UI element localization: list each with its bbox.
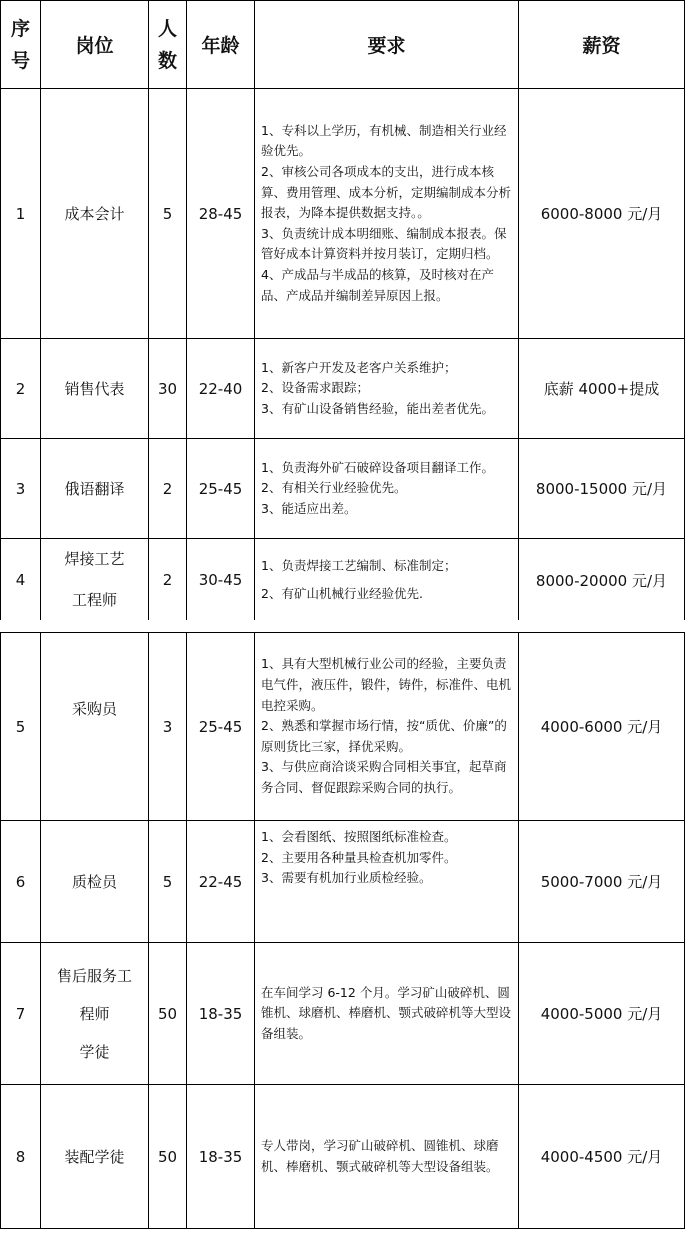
table-row	[1, 539, 685, 622]
row-age: 18-35	[187, 1085, 255, 1229]
row-position: 焊接工艺 工程师	[41, 539, 149, 622]
row-no: 8	[1, 1085, 41, 1229]
row-requirements: 1、具有大型机械行业公司的经验，主要负责电气件，液压件，锻件，铸件，标准件、电机电控采购。 2、熟悉和掌握市场行情，按“质优、价廉”的原则货比三家，择优采购。 3、与供应商洽谈采购合同相关事宜，起草商务合同、督促跟踪采购合同的执行。	[255, 633, 519, 821]
row-position: 售后服务工 程师 学徒	[41, 943, 149, 1085]
header-salary: 薪资	[519, 1, 685, 89]
row-position: 成本会计	[41, 89, 149, 339]
row-salary: 4000-4500 元/月	[519, 1085, 685, 1229]
row-age: 25-45	[187, 439, 255, 539]
row-salary: 4000-6000 元/月	[519, 633, 685, 821]
row-count: 2	[149, 539, 187, 622]
table-row	[1, 943, 685, 1085]
row-count: 2	[149, 439, 187, 539]
table-page-break	[0, 620, 686, 632]
row-salary: 4000-5000 元/月	[519, 943, 685, 1085]
row-count: 50	[149, 1085, 187, 1229]
row-salary: 底薪 4000+提成	[519, 339, 685, 439]
row-no: 6	[1, 821, 41, 943]
row-position: 质检员	[41, 821, 149, 943]
header-row	[1, 1, 685, 89]
header-requirements: 要求	[255, 1, 519, 89]
table-row	[1, 89, 685, 339]
table-row	[1, 633, 685, 821]
row-age: 22-45	[187, 821, 255, 943]
row-no: 7	[1, 943, 41, 1085]
row-count: 50	[149, 943, 187, 1085]
row-count: 3	[149, 633, 187, 821]
row-requirements: 1、负责焊接工艺编制、标准制定； 2、有矿山机械行业经验优先.	[255, 539, 519, 622]
row-position: 采购员	[41, 633, 149, 821]
row-position: 俄语翻译	[41, 439, 149, 539]
row-requirements: 1、新客户开发及老客户关系维护； 2、设备需求跟踪； 3、有矿山设备销售经验，能出差者优先。	[255, 339, 519, 439]
row-salary: 8000-20000 元/月	[519, 539, 685, 622]
table-row	[1, 439, 685, 539]
row-age: 25-45	[187, 633, 255, 821]
header-position: 岗位	[41, 1, 149, 89]
row-count: 5	[149, 89, 187, 339]
row-no: 1	[1, 89, 41, 339]
table-row	[1, 821, 685, 943]
row-age: 30-45	[187, 539, 255, 622]
header-count: 人 数	[149, 1, 187, 89]
row-count: 30	[149, 339, 187, 439]
row-salary: 5000-7000 元/月	[519, 821, 685, 943]
row-age: 28-45	[187, 89, 255, 339]
row-requirements: 1、会看图纸、按照图纸标准检查。 2、主要用各种量具检查机加零件。 3、需要有机加行业质检经验。	[255, 821, 519, 943]
row-position: 销售代表	[41, 339, 149, 439]
row-age: 22-40	[187, 339, 255, 439]
row-position: 装配学徒	[41, 1085, 149, 1229]
recruitment-table-bottom	[0, 632, 685, 1229]
row-no: 3	[1, 439, 41, 539]
table-row	[1, 1085, 685, 1229]
row-no: 4	[1, 539, 41, 622]
row-age: 18-35	[187, 943, 255, 1085]
header-age: 年龄	[187, 1, 255, 89]
row-no: 2	[1, 339, 41, 439]
row-salary: 6000-8000 元/月	[519, 89, 685, 339]
row-no: 5	[1, 633, 41, 821]
row-requirements: 专人带岗，学习矿山破碎机、圆锥机、球磨机、棒磨机、颚式破碎机等大型设备组装。	[255, 1085, 519, 1229]
row-requirements: 1、专科以上学历，有机械、制造相关行业经验优先。 2、审核公司各项成本的支出，进行成本核算、费用管理、成本分析，定期编制成本分析报表，为降本提供数据支持。。 3、负责统计成本明细账、编制成本报表。保管好成本计算资料并按月装订，定期归档。 4、产成品与半成品的核算，及时核对在产品、产成品并编制差异原因上报。	[255, 89, 519, 339]
row-requirements: 在车间学习 6-12 个月。学习矿山破碎机、圆锥机、球磨机、棒磨机、颚式破碎机等大型设备组装。	[255, 943, 519, 1085]
row-salary: 8000-15000 元/月	[519, 439, 685, 539]
header-no: 序 号	[1, 1, 41, 89]
row-requirements: 1、负责海外矿石破碎设备项目翻译工作。 2、有相关行业经验优先。 3、能适应出差。	[255, 439, 519, 539]
row-count: 5	[149, 821, 187, 943]
table-row	[1, 339, 685, 439]
